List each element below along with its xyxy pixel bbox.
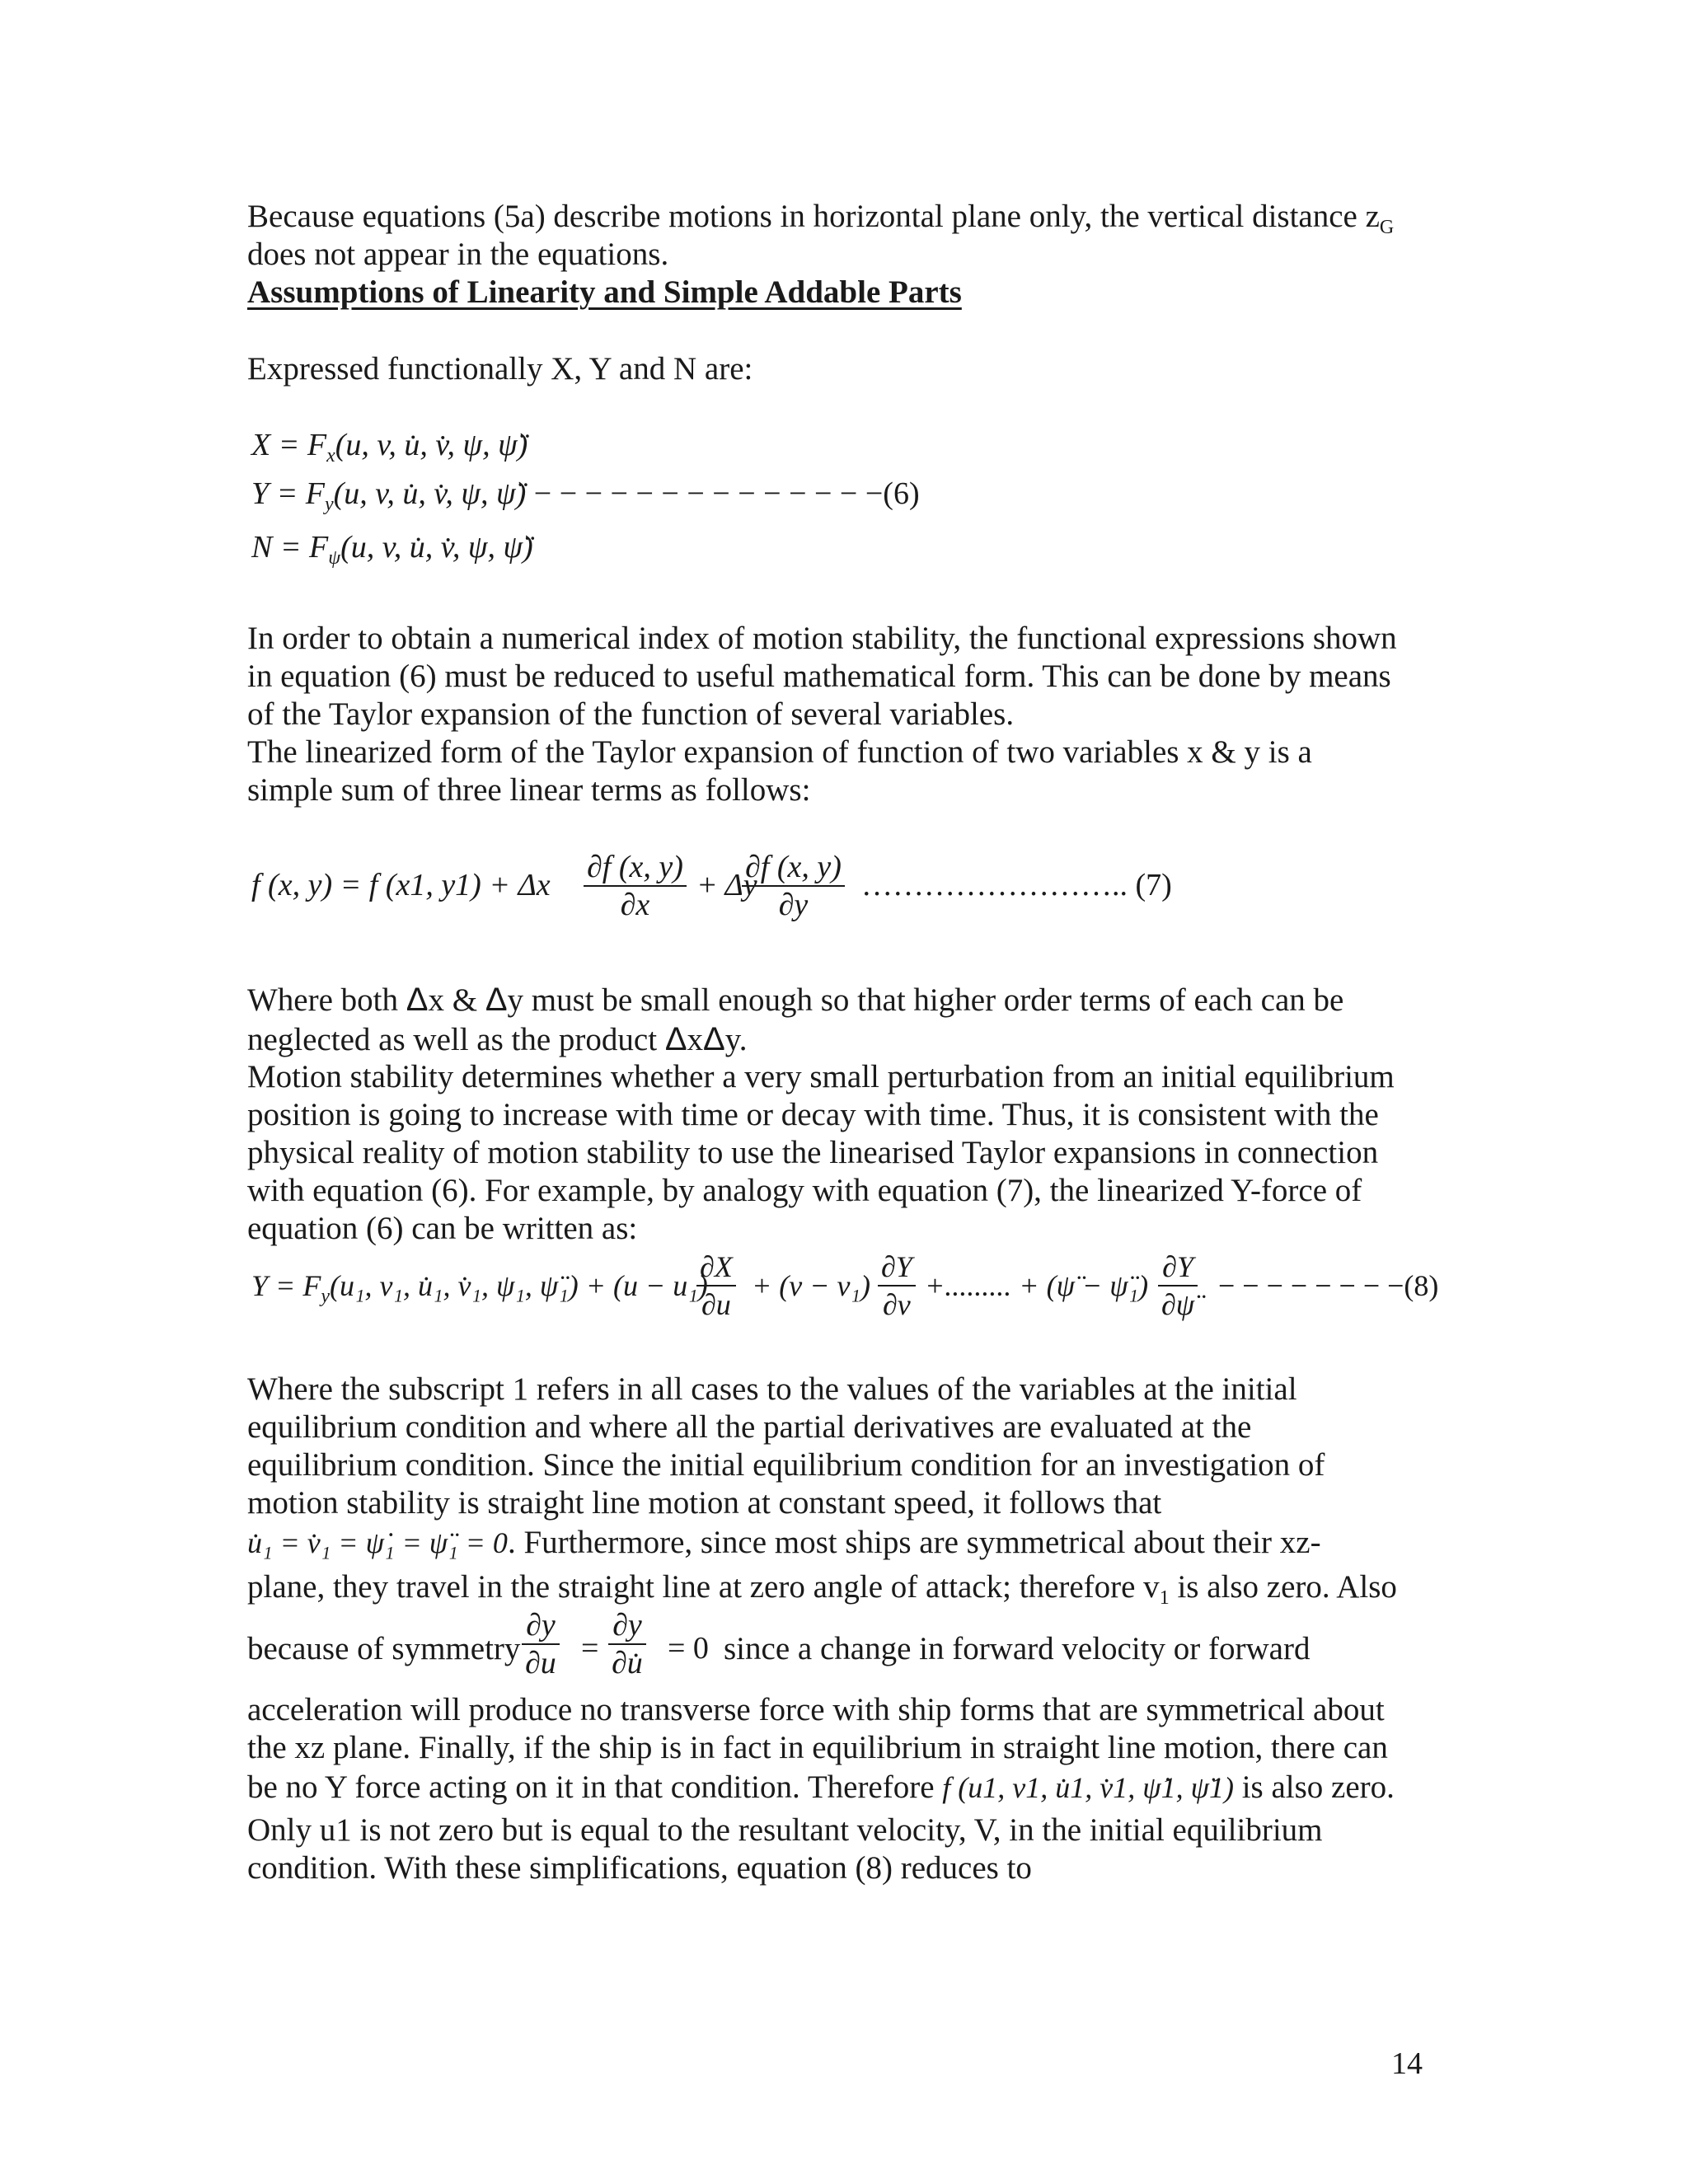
equation-8-label: − − − − − − − −(8) (1218, 1269, 1439, 1302)
paragraph-3-line-2: equilibrium condition and where all the partial derivatives are evaluated at the (247, 1409, 1252, 1445)
equation-7-label: …………………….. (7) (861, 868, 1172, 902)
symmetry-equals: = (581, 1631, 599, 1666)
paragraph-2-line-6: with equation (6). For example, by analogy with equation (7), the linearized Y-force of (247, 1173, 1362, 1208)
equation-8-mid-1: + (v − v₁) (752, 1269, 871, 1302)
symmetry-fraction-2: $\frac{\partial y}{\partial u̇}$ (608, 1607, 646, 1681)
paragraph-1-line-3: of the Taylor expansion of the function of several variables. (247, 696, 1015, 732)
paragraph-1-line-1: In order to obtain a numerical index of motion stability, the functional expressions shown (247, 621, 1397, 656)
paragraph-3-line-4: motion stability is straight line motion at constant speed, it follows that (247, 1485, 1162, 1521)
paragraph-1-line-5: simple sum of three linear terms as follows: (247, 772, 811, 808)
intro-line-2: does not appear in the equations. (247, 237, 669, 272)
equation-8-lhs: $Y = F_y(u_1$, v₁, u̇₁, v̇₁, ψ₁, ψ̈₁) + (u − u₁) (251, 1269, 708, 1307)
paragraph-5-line-1: Only u1 is not zero but is equal to the resultant velocity, V, in the initial equilibrium (247, 1812, 1323, 1848)
plane-line: plane, they travel in the straight line at zero angle of attack; therefore $v_1$ is also zero. Also (247, 1569, 1397, 1609)
paragraph-2-line-5: physical reality of motion stability to use the linearised Taylor expansions in connection (247, 1135, 1379, 1170)
symmetry-fraction-1: $\frac{\partial y}{\partial u}$ (522, 1607, 560, 1681)
paragraph-4-line-1: acceleration will produce no transverse force with ship forms that are symmetrical about (247, 1692, 1385, 1727)
equation-6-x: $X = F_x(u$, v, u̇, v̇, ψ, ψ̈) (251, 428, 528, 466)
equation-8-fraction-1: $\frac{\partial X}{\partial u}$ (696, 1249, 736, 1323)
paragraph-2-line-4: position is going to increase with time or decay with time. Thus, it is consistent with the (247, 1097, 1379, 1132)
symmetry-pre: because of symmetry (247, 1631, 521, 1666)
symmetry-tail: since a change in forward velocity or forward (724, 1631, 1311, 1666)
paragraph-2-line-1: Where both Δx & Δy must be small enough so that higher order terms of each can be (247, 982, 1344, 1018)
equation-7-lhs: f (x, y) = f (x1, y1) + Δx (251, 868, 551, 902)
page-number: 14 (1391, 2046, 1423, 2081)
equation-8-mid-2: +......... + (ψ̈ − ψ̈₁) (925, 1269, 1149, 1302)
paragraph-4-line-3: be no Y force acting on it in that condition. Therefore f (u1, v1, u̇1, v̇1, ψ̇1, ψ̈1) is also zero. (247, 1769, 1395, 1805)
paragraph-2-line-3: Motion stability determines whether a very small perturbation from an initial equilibrium (247, 1059, 1395, 1094)
equation-7-fraction-1: $\frac{\partial f (x, y)}{\partial x}$ (584, 849, 687, 923)
section-heading: Assumptions of Linearity and Simple Addable Parts (247, 274, 962, 310)
paragraph-1-line-2: in equation (6) must be reduced to useful mathematical form. This can be done by means (247, 658, 1391, 694)
paragraph-2-line-2: neglected as well as the product ΔxΔy. (247, 1021, 748, 1057)
paragraph-2-line-7: equation (6) can be written as: (247, 1211, 638, 1246)
equation-6-n: $N = F_\psi(u$, v, u̇, v̇, ψ, ψ̈) (251, 530, 533, 569)
equation-7-mid: + Δy (696, 868, 757, 902)
equation-8-fraction-3: $\frac{\partial Y}{\partial\psï}$ (1158, 1249, 1198, 1323)
paragraph-3-line-1: Where the subscript 1 refers in all cases to the values of the variables at the initial (247, 1371, 1297, 1407)
paragraph-4-line-2: the xz plane. Finally, if the ship is in fact in equilibrium in straight line motion, there can (247, 1730, 1388, 1765)
equation-8-fraction-2: $\frac{\partial Y}{\partial v}$ (878, 1249, 916, 1323)
paragraph-3-line-3: equilibrium condition. Since the initial equilibrium condition for an investigation of (247, 1447, 1325, 1483)
paragraph-1-line-4: The linearized form of the Taylor expansion of function of two variables x & y is a (247, 734, 1312, 770)
paragraph-5-line-2: condition. With these simplifications, equation (8) reduces to (247, 1850, 1032, 1886)
equilibrium-zero-line: u̇₁ = v̇₁ = ψ̇₁ = ψ̈₁ = 0. Furthermore, since most ships are symmetrical about their xz- (247, 1525, 1321, 1560)
equation-7-fraction-2: $\frac{\partial f (x, y)}{\partial y}$ (742, 849, 845, 923)
intro-line-1: Because equations (5a) describe motions in horizontal plane only, the vertical distance $z_G$ (247, 199, 1395, 238)
symmetry-zero: = 0 (668, 1631, 709, 1666)
expressed-line: Expressed functionally X, Y and N are: (247, 351, 753, 387)
equation-6-y: $Y = F_y(u$, v, u̇, v̇, ψ, ψ̈) − − − − − − − − − − − − − −(6) (251, 476, 920, 515)
